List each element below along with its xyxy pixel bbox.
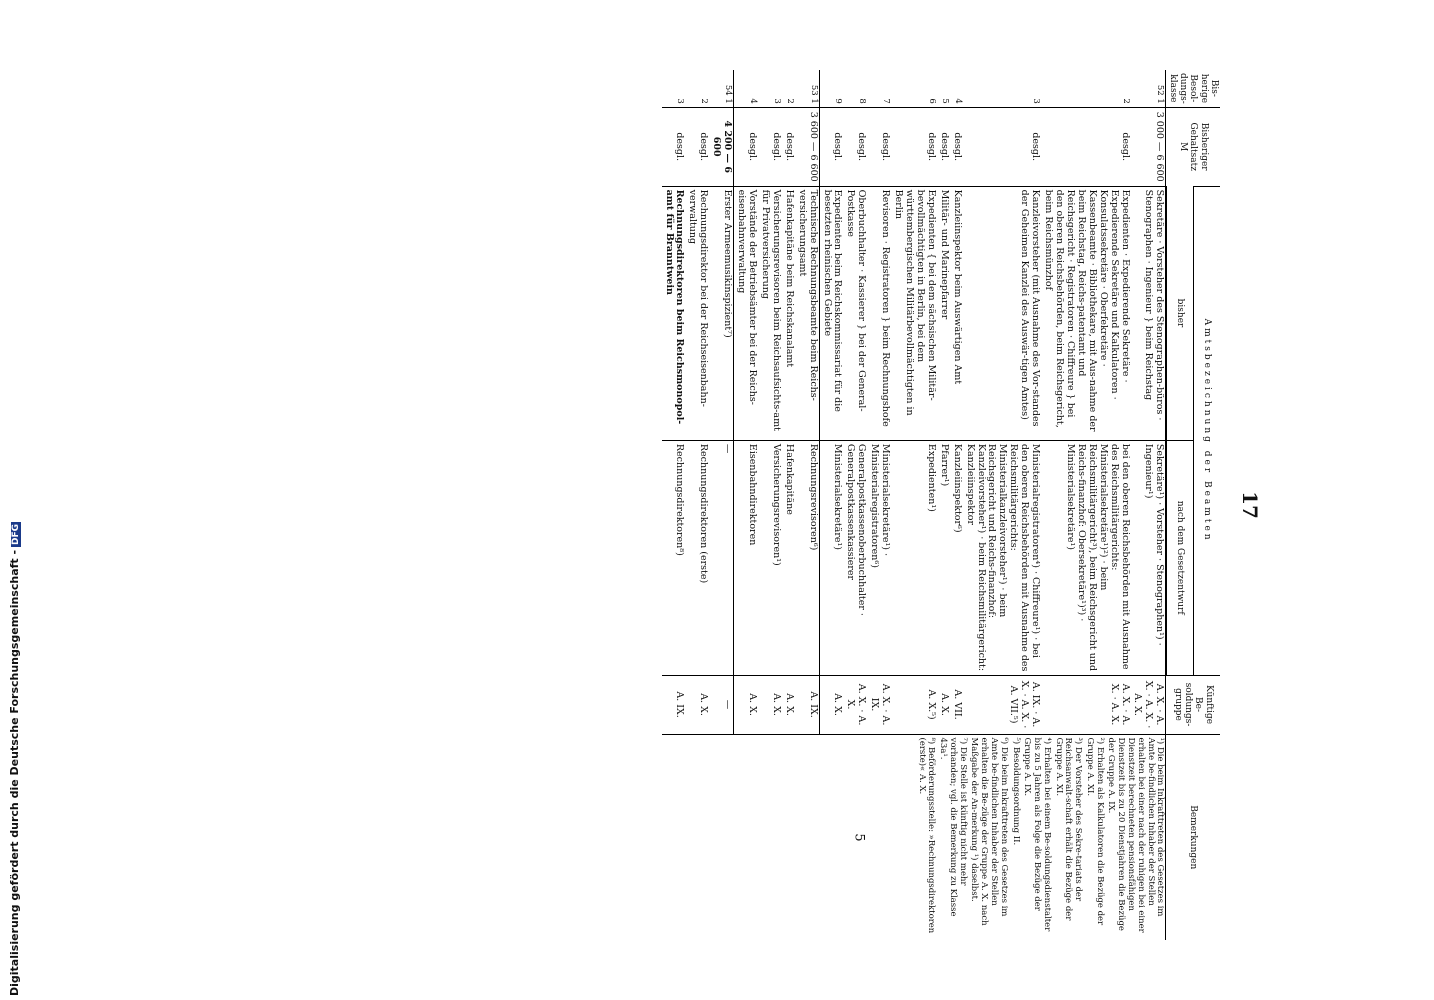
header-neu: nach dem Gesetzentwurf — [1166, 440, 1194, 675]
row-gruppe: A. X. — [937, 675, 950, 734]
row-neu: Ministerialsekretäre¹) — [819, 440, 843, 675]
row-gehalt: desgl. — [1041, 107, 1130, 186]
row-gruppe: A. VII. — [950, 675, 963, 734]
row-nr: 3 — [1031, 98, 1042, 104]
row-neu: Kanzleiinspektor⁶) — [950, 440, 963, 675]
row-bisher: Revisoren · Registratoren } beim Rechnungshofe — [867, 186, 891, 440]
remarks-cell — [662, 734, 1166, 940]
row-gehalt: desgl. — [867, 107, 891, 186]
header-amtsbez: Amtsbezeichnung der Beamten — [1194, 186, 1220, 675]
row-bisher: Militär- und Marinepfarrer — [937, 186, 950, 440]
row-bisher: Kanzleiinspektor beim Auswärtigen Amt — [950, 186, 963, 440]
row-gehalt: desgl. — [685, 107, 709, 186]
row-nr: 3 — [675, 98, 686, 104]
header-gehalt — [1166, 107, 1220, 186]
row-nr: 54 1 — [709, 70, 733, 107]
digitization-credit — [8, 522, 21, 996]
row-neu: bei den oberen Reichsbehörden mit Ausnahme des Reichsmilitärgerichts: Ministerialsekretäre¹)²) · beim Reichsmilitärgericht³), beim Reichsgericht und Reichs-finanzhof: Obersekretäre¹)³) · Ministerialsekretäre¹) — [1041, 440, 1130, 675]
row-gehalt: desgl. — [891, 107, 937, 186]
footnote: ⁷) Die Stelle ist künftig nicht mehr vorhanden; vgl. die Bemerkung zu Klasse 43a¹. — [938, 737, 968, 917]
row-nr: 52 1 — [1155, 84, 1166, 104]
row-nr: 7 — [881, 98, 892, 104]
row-gehalt: desgl. — [734, 107, 758, 186]
row-nr: 5 — [939, 98, 950, 104]
row-gruppe: A. X.⁵) — [891, 675, 937, 734]
row-neu: Rechnungsdirektoren (erste) — [685, 440, 709, 675]
row-nr: 2 — [699, 98, 710, 104]
row-neu: Expedienten¹) — [891, 440, 937, 675]
row-neu: Sekretäre¹) · Vorsteher · Stenographen¹) · Ingenieur¹) — [1131, 440, 1166, 675]
row-neu: Rechnungsrevisoren⁶) — [795, 440, 819, 675]
row-nr: 4 — [952, 98, 963, 104]
row-gruppe: A. X. — [782, 675, 795, 734]
folio-number: 5 — [851, 833, 867, 842]
row-nr: 9 — [833, 98, 844, 104]
header-gehalt-unit: M — [1177, 142, 1188, 152]
table-body — [662, 70, 1166, 940]
row-gruppe: A. X. · A. X. · A. X. — [1041, 675, 1130, 734]
row-gruppe: A. X. — [685, 675, 709, 734]
row-gehalt: 3 000 — 6 600 — [1131, 107, 1166, 186]
row-gruppe: A. X. — [734, 675, 758, 734]
row-bisher: Hafenkapitäne beim Reichskanalamt — [782, 186, 795, 440]
row-nr: 2 — [1120, 98, 1131, 104]
row-gruppe: A. X. — [758, 675, 782, 734]
row-gruppe: A. X. · A. IX. — [867, 675, 891, 734]
footnote: ⁵) Besoldungsordnung II. — [1010, 737, 1021, 846]
row-bisher: Versicherungsrevisoren beim Reichsaufsichts-amt für Privatversicherung — [758, 186, 782, 440]
row-nr: 2 — [784, 98, 795, 104]
row-bisher: Sekretäre · Vorsteher des Stenographen-büros · Stenographen · Ingenieur } beim Reichstag — [1131, 186, 1166, 440]
footnote: ¹) Die beim Inkrafttreten des Gesetzes im Amte be-findlichen Inhaber der Stellen erhalten bei einer nach der ruhigen bei einer Dienstzeit berechneten pensionsfähigen Dienstzeit bis zu 20 Dienstjahren die Bezüge der Gruppe A. IX. — [1106, 737, 1166, 933]
row-neu: Generalpostkassenoberbuchhalter · Generalpostkassenkassierer — [843, 440, 867, 675]
row-bisher: Kanzleivorsteher (mit Ausnahme des Vor-standes der Geheimen Kanzlei des Auswär-tigen Amtes) — [963, 186, 1041, 440]
row-gehalt: desgl. — [819, 107, 843, 186]
row-gruppe: A. IX. · A. X. · A. X. · A. VII.⁵) — [963, 675, 1041, 734]
row-gehalt: desgl. — [950, 107, 963, 186]
footnote: ³) Der Vorsteher des Sekre-tariats der Reichsanwalt-schaft erhält die Bezüge der Gruppe A. XI. — [1053, 737, 1084, 921]
row-gehalt: desgl. — [758, 107, 782, 186]
row-neu: — — [709, 440, 733, 675]
header-bemerkungen: Bemerkungen — [1166, 734, 1220, 940]
row-neu: Eisenbahndirektoren — [734, 440, 758, 675]
header-gruppe: Künftige Be-soldungs-gruppe — [1166, 675, 1220, 734]
row-gruppe: A. IX. — [662, 675, 686, 734]
row-gehalt: 4 200 — 6 600 — [709, 107, 733, 186]
row-bisher: Vorstände der Betriebsämter bei der Reichs-eisenbahnverwaltung — [734, 186, 758, 440]
row-bisher: Oberbuchhalter · Kassierer } bei der General-Postkasse — [843, 186, 867, 440]
row-nr: 8 — [857, 98, 868, 104]
credit-text: Digitalisierung gefördert durch die Deutsche Forschungsgemeinschaft - — [8, 549, 21, 996]
salary-table — [662, 70, 1220, 940]
row-gehalt: desgl. — [662, 107, 686, 186]
row-nr: 3 — [771, 98, 782, 104]
dfg-logo: DFG — [11, 523, 21, 545]
page-number: 17 — [1238, 491, 1262, 519]
footnote: ⁴) Erhalten bei einem Be-soldungsdienstalter bis zu 5 Jahren als Folge die Bezüge der Gruppe A. IX. — [1022, 737, 1052, 932]
row-neu: Rechnungsdirektoren⁸) — [662, 440, 686, 675]
row-bisher: Rechnungsdirektor bei der Reichseisenbahn-verwaltung — [685, 186, 709, 440]
header-nr: Bis-herige Besol-dungs-klasse — [1166, 70, 1220, 107]
row-nr: 4 — [748, 98, 759, 104]
footnote: ⁸) Beförderungsstelle: »Rechnungsdirektoren (erste)« A. X. — [916, 737, 937, 934]
row-gehalt: desgl. — [782, 107, 795, 186]
row-neu: Hafenkapitäne — [782, 440, 795, 675]
row-nr: 53 1 — [795, 70, 819, 107]
row-gruppe: A. X. — [819, 675, 843, 734]
row-bisher: Erster Armeemusikinspizient⁷) — [709, 186, 733, 440]
header-gehalt-label: Bisheriger Gehaltsatz — [1188, 122, 1209, 171]
row-gruppe: — — [709, 675, 733, 734]
row-bisher: Rechnungsdirektoren beim Reichsmonopol-amt für Branntwein — [662, 186, 686, 440]
row-gruppe: A. IX. — [795, 675, 819, 734]
row-gruppe: A. X. · A. X. — [843, 675, 867, 734]
header-bisher: bisher — [1166, 186, 1194, 440]
row-bisher: Technische Rechnungsbeamte beim Reichs-versicherungsamt — [795, 186, 819, 440]
page-number-wrap — [1238, 70, 1262, 940]
row-neu: Ministerialsekretäre¹) · Ministerialregistratoren⁶) — [867, 440, 891, 675]
footnote: ²) Erhalten als Kalkulatoren die Bezüge der Gruppe A. XI. — [1084, 737, 1105, 926]
row-gehalt: desgl. — [963, 107, 1041, 186]
row-gehalt: desgl. — [937, 107, 950, 186]
row-bisher: Expedienten { bei dem sächsischen Militär-bevollmächtigten in Berlin, bei dem württembergischen Militärbevollmächtigten in Berlin — [891, 186, 937, 440]
row-nr: 6 — [926, 98, 937, 104]
row-gehalt: 3 600 — 6 600 — [795, 107, 819, 186]
row-neu: Versicherungsrevisoren¹) — [758, 440, 782, 675]
row-gehalt: desgl. — [843, 107, 867, 186]
rotated-table-page — [165, 70, 1260, 940]
row-bisher: Expedienten beim Reichskommissariat für die besetzten rheinischen Gebiete — [819, 186, 843, 440]
row-gruppe: A. X. · A. X. · A. X. · A. X. — [1131, 675, 1166, 734]
row-neu: Ministerialregistratoren⁴) · Chiffreure¹) · bei den oberen Reichsbehörden mit Ausnahme des Reichsmilitärgerichts: Ministerialkanzleivorsteher¹) · beim Reichsgericht und Reichs-finanzhof: Kanzleivorsteher¹) · beim Reichsmilitärgericht: Kanzleiinspektor — [963, 440, 1041, 675]
row-neu: Pfarrer¹) — [937, 440, 950, 675]
row-bisher: Expedienten · Expedierende Sekretäre · Expedierende Sekretäre und Kalkulatoren · Konsulatssekretäre · Oberfekretäre · Kassenbeamte · Bibliothekare, mit Aus-nahme der beim Reichstag, Reichs-patentamt und Reichsgericht · Registratoren · Chiffreure } bei den oberen Reichsbehörden, beim Reichsgericht, beim Reichsmünzhof — [1041, 186, 1130, 440]
footnote: ⁶) Die beim Inkrafttreten des Gesetzes im Amte be-findlichen Inhaber der Stellen erhalten die Be-züge der Gruppe A. X. nach Maßgabe der An-merkung ¹) daselbst. — [969, 737, 1009, 926]
